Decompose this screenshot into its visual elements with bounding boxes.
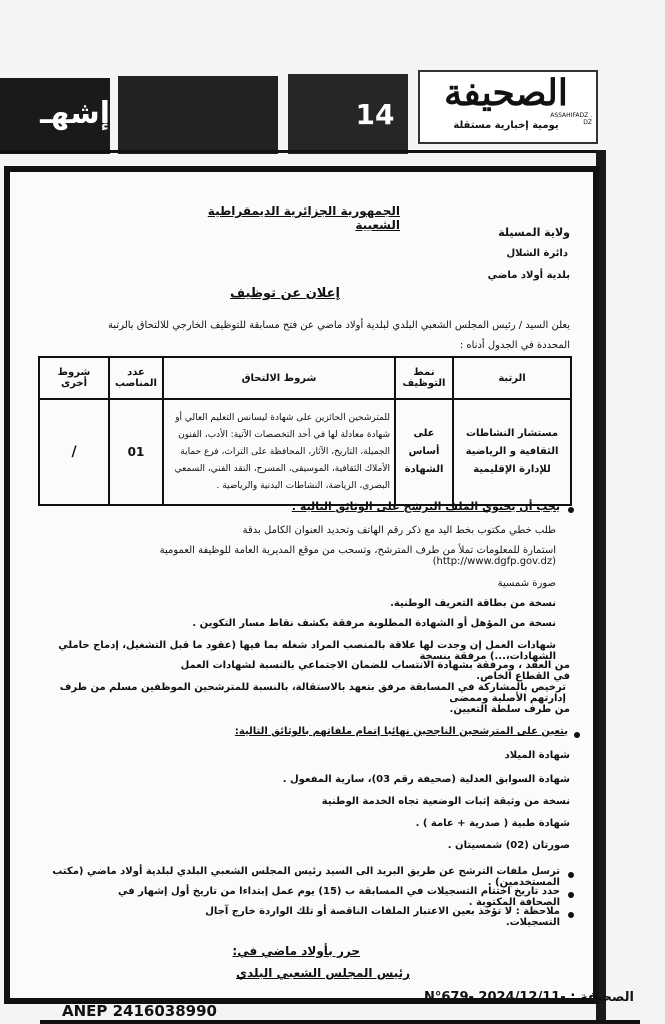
bullet [568,507,574,513]
other-cell: / [39,399,109,505]
commune: بلدية أولاد ماضي [487,270,570,281]
masthead-dark-block [118,76,278,154]
bullet [568,912,574,918]
daira: دائرة الشلال [506,248,568,259]
divider [0,150,600,153]
table-header: الرتبة [453,357,571,399]
wilaya: ولاية المسيلة [498,226,570,239]
logo-tagline: يومية إخبارية مستقلة [453,120,559,131]
list-item: شهادة طبية ( صدرية + عامة ) . [415,818,570,829]
note: ملاحظة : لا تؤخذ بعين الاعتبار الملفات الناقصة أو تلك الواردة خارج آجال التسجيلات. [205,906,560,928]
list-item: نسخة من المؤهل أو الشهادة المطلوبة مرفقة بكشف نقاط مسار التكوين . [192,618,556,629]
table-header: عدد المناصب [109,357,163,399]
docs-heading: يجب أن يحتوي الملف الترشح على الوثائق التالية : [291,500,560,513]
list-item: نسخة من وثيقة إثبات الوضعية تجاه الخدمة الوطنية [321,796,570,807]
list-item: نسخة من بطاقة التعريف الوطنية. [390,598,556,609]
list-item: طلب خطي مكتوب بخط اليد مع ذكر رقم الهاتف وتحديد العنوان الكامل بدقة [242,525,556,536]
page-title: إعلان عن توظيف [230,286,340,301]
signature-place: حرر بأولاد ماضي في: [232,944,360,958]
list-item: شهادات العمل إن وجدت لها علاقة بالمنصب المراد شغله بما فيها (عقود ما قبل التشغيل، إدماج حاملي الشهادات،...) مرفقة بنسخة [58,640,556,662]
intro-line: يعلن السيد / رئيس المجلس الشعبي البلدي لبلدية أولاد ماضي عن فتح مسابقة للتوظيف الخارجي للالتحاق بالرتبة [108,320,570,331]
page-number: 14 [355,98,395,131]
list-item: صورة شمسية [497,578,556,589]
bullet [568,872,574,878]
list-item: من العقد ، ومرفقة بشهادة الانتساب للضمان الاجتماعي بالنسبة لشهادات العمل في القطاع الخاص. [180,660,570,682]
conditions-cell: للمترشحين الحائزين على شهادة ليسانس التعليم العالي أو شهادة معادلة لها في أحد التخصصات الآتية: الأدب، الفنون الجميلة، التاريخ، الآثار، المحافظة على التراث، فرع حماية الأملاك الثقافية، الموسيقى، المسرح، النقد الفني، السمعي البصري، الرياضة، النشاطات البدنية والرياضية . [163,399,395,505]
rank-cell: مستشار النشاطات الثقافية و الرياضية للإدارة الإقليمية [453,399,571,505]
anep-number: ANEP 2416038990 [62,1002,217,1020]
table-row [39,399,571,505]
table-header: نمط التوظيف [395,357,453,399]
list-item: صورتان (02) شمسيتان . [447,840,570,851]
logo-title: الصحيفة [444,72,568,114]
final-docs-heading: يتعين على المترشحين الناجحين نهائيا إتمام ملفاتهم بالوثائق التالية: [234,726,568,737]
table-header: شروط أخرى [39,357,109,399]
positions-cell: 01 [109,399,163,505]
issue-info: الصحيفة : -N°679- 2024/12/11 [423,990,634,1005]
intro-line: المحددة في الجدول أدناه : [459,340,570,351]
list-item: من طرف سلطة التعيين. [449,704,570,715]
section-label: إشهـ [40,96,110,131]
list-item: شهادة السوابق العدلية (صحيفة رقم 03)، سارية المفعول . [282,774,570,785]
bullet [568,892,574,898]
note: حدد تاريخ اختتام التسجيلات في المسابقة ب (15) يوم عمل إبتداءا من تاريخ أول إشهار في الصحافة المكتوبة . [117,886,560,908]
list-item: ترخيص بالمشاركة في المسابقة مرفق بتعهد بالاستقالة، بالنسبة للمترشحين الموظفين مسلم من طرف إدارتهم الأصلية وممضى [59,682,566,704]
divider [40,1020,640,1024]
signature-title: رئيس المجلس الشعبي البلدي [236,966,410,980]
table-header: شروط الالتحاق [163,357,395,399]
note: ترسل ملفات الترشح عن طريق البريد الى السيد رئيس المجلس الشعبي البلدي لبلدية أولاد ماضي (مكتب المستخدمين) . [52,866,560,888]
republic-heading: الجمهورية الجزائرية الديمقراطية الشعبية [207,204,400,232]
logo-site: ASSAHIFADZ . DZ [550,112,592,126]
mode-cell: على أساس الشهادة [395,399,453,505]
list-item: استمارة للمعلومات تملأ من طرف المترشح، وتسحب من موقع المديرية العامة للوظيفة العمومية (http://www.dgfp.gov.dz) [159,545,556,567]
bullet [574,732,580,738]
positions-table [38,356,572,506]
list-item: شهادة الميلاد [504,750,570,761]
